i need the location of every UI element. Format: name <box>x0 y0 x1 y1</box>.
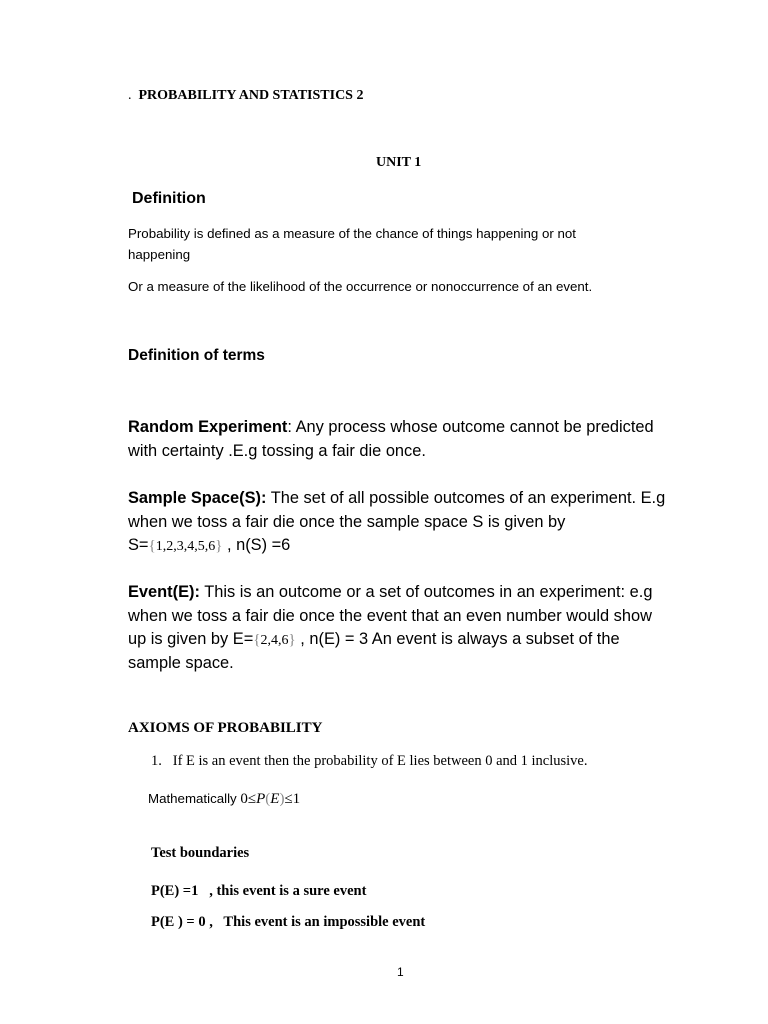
course-title-line <box>128 88 363 104</box>
event-set: {2,4,6} <box>253 632 296 648</box>
course-title: PROBABILITY AND STATISTICS 2 <box>138 88 364 103</box>
event-line-3 <box>128 630 620 649</box>
sample-space-set: {1,2,3,4,5,6} <box>148 538 223 554</box>
page-number: 1 <box>397 965 404 979</box>
math-e: E <box>270 791 280 807</box>
axioms-heading: AXIOMS OF PROBABILITY <box>128 720 323 736</box>
leading-dot: . <box>128 88 132 103</box>
test-boundaries-heading: Test boundaries <box>151 845 250 861</box>
unit-title: UNIT 1 <box>376 155 422 170</box>
definition-heading: Definition <box>132 190 206 207</box>
event-prefix: up is given by E= <box>128 630 254 648</box>
sample-space-count: , n(S) =6 <box>222 536 291 554</box>
test-impossible-event: P(E ) = 0 , This event is an impossible event <box>151 914 426 930</box>
event-line-4: sample space. <box>128 654 234 672</box>
axiom-item-1-text: If E is an event then the probability of E lies between 0 and 1 inclusive. <box>172 753 588 769</box>
sample-space-line-3 <box>128 536 290 555</box>
math-label: Mathematically <box>148 791 241 806</box>
sample-space-set-values: 1,2,3,4,5,6 <box>155 539 216 554</box>
sample-space-prefix: S= <box>128 536 149 554</box>
test-sure-event: P(E) =1 , this event is a sure event <box>151 883 367 899</box>
terms-heading: Definition of terms <box>128 347 265 364</box>
random-experiment-line-1 <box>128 418 654 437</box>
axiom-item-1-number: 1. <box>151 753 162 769</box>
sample-space-term: Sample Space(S): <box>128 489 267 507</box>
random-experiment-term: Random Experiment <box>128 418 288 436</box>
event-term: Event(E): <box>128 583 200 601</box>
event-count: , n(E) = 3 An event is always a subset of the <box>295 630 620 648</box>
random-experiment-line-2: with certainty .E.g tossing a fair die once. <box>128 442 426 460</box>
math-p: P <box>256 791 266 807</box>
math-right: ≤1 <box>284 791 301 807</box>
math-left: 0≤ <box>240 791 257 807</box>
math-statement <box>148 791 300 808</box>
definition-line-3: Or a measure of the likelihood of the occurrence or nonoccurrence of an event. <box>128 279 593 294</box>
sample-space-line-2: when we toss a fair die once the sample space S is given by <box>128 513 566 531</box>
event-line-1 <box>128 583 652 602</box>
event-definition: This is an outcome or a set of outcomes in an experiment: e.g <box>199 583 653 601</box>
axiom-item-1 <box>151 753 588 770</box>
math-expression: 0≤P(E)≤1 <box>240 791 301 807</box>
definition-line-1: Probability is defined as a measure of the chance of things happening or not <box>128 226 576 241</box>
sample-space-definition: The set of all possible outcomes of an experiment. E.g <box>266 489 666 507</box>
event-line-2: when we toss a fair die once the event that an even number would show <box>128 607 652 625</box>
definition-line-2: happening <box>128 247 191 262</box>
event-set-values: 2,4,6 <box>260 633 289 648</box>
random-experiment-definition: : Any process whose outcome cannot be predicted <box>287 418 654 436</box>
sample-space-line-1 <box>128 489 665 508</box>
